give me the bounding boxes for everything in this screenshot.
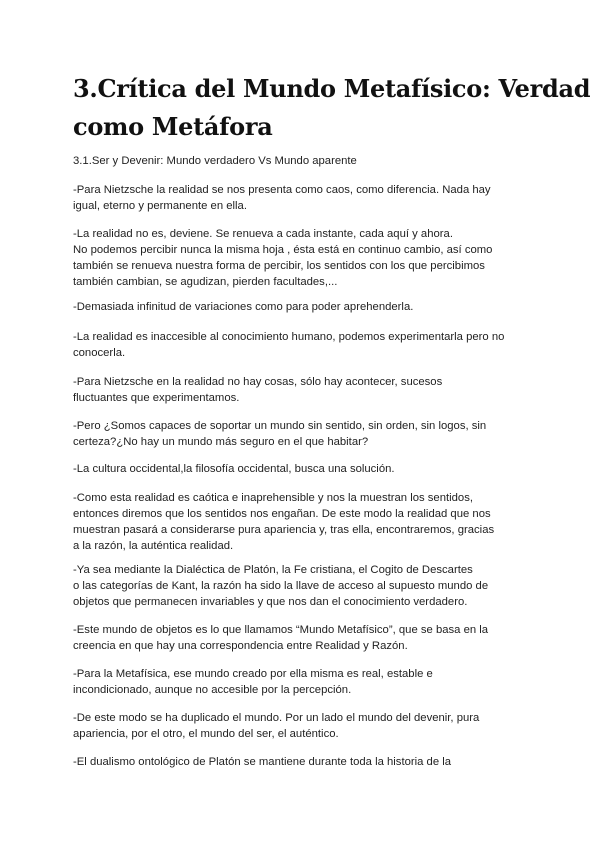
- text-line: objetos que permanecen invariables y que nos dan el conocimiento verdadero.: [73, 596, 468, 608]
- paragraph: [73, 418, 543, 450]
- text-line: -Para Nietzsche la realidad se nos presenta como caos, como diferencia. Nada hay: [73, 184, 491, 196]
- paragraph: [73, 461, 543, 477]
- text-line: a la razón, la auténtica realidad.: [73, 540, 234, 552]
- text-line: -Para la Metafísica, ese mundo creado por ella misma es real, estable e: [73, 668, 433, 680]
- text-line: entonces diremos que los sentidos nos engañan. De este modo la realidad que nos: [73, 508, 491, 520]
- paragraph: [73, 299, 543, 315]
- text-line: certeza?¿No hay un mundo más seguro en el que habitar?: [73, 436, 369, 448]
- text-line: conocerla.: [73, 347, 126, 359]
- text-line: también cambian, se agudizan, pierden facultades,...: [73, 276, 338, 288]
- paragraph: [73, 622, 543, 654]
- text-line: también se renueva nuestra forma de percibir, los sentidos con los que percibimos: [73, 260, 485, 272]
- title-line: 3.Crítica del Mundo Metafísico: Verdad: [73, 74, 591, 103]
- text-line: No podemos percibir nunca la misma hoja , ésta está en continuo cambio, así como: [73, 244, 493, 256]
- text-line: -La cultura occidental,la filosofía occidental, busca una solución.: [73, 463, 395, 475]
- paragraph: [73, 754, 543, 770]
- paragraph: [73, 182, 543, 214]
- paragraph: [73, 562, 543, 610]
- text-line: apariencia, por el otro, el mundo del ser, el auténtico.: [73, 728, 339, 740]
- paragraph: [73, 490, 543, 554]
- paragraph: [73, 710, 543, 742]
- text-line: -Este mundo de objetos es lo que llamamos “Mundo Metafísico”, que se basa en la: [73, 624, 489, 636]
- text-line: incondicionado, aunque no accesible por la percepción.: [73, 684, 352, 696]
- text-line: igual, eterno y permanente en ella.: [73, 200, 247, 212]
- paragraph: [73, 374, 543, 406]
- text-line: muestran pasará a considerarse pura apariencia y, tras ella, encontraremos, gracias: [73, 524, 495, 536]
- text-line: -Como esta realidad es caótica e inaprehensible y nos la muestran los sentidos,: [73, 492, 474, 504]
- text-line: -Para Nietzsche en la realidad no hay cosas, sólo hay acontecer, sucesos: [73, 376, 443, 388]
- text-line: creencia en que hay una correspondencia entre Realidad y Razón.: [73, 640, 408, 652]
- text-line: -La realidad es inaccesible al conocimiento humano, podemos experimentarla pero no: [73, 331, 505, 343]
- text-line: fluctuantes que experimentamos.: [73, 392, 240, 404]
- text-line: -El dualismo ontológico de Platón se mantiene durante toda la historia de la: [73, 756, 452, 768]
- text-line: -De este modo se ha duplicado el mundo. Por un lado el mundo del devenir, pura: [73, 712, 480, 724]
- paragraph: [73, 226, 543, 290]
- title-line: como Metáfora: [73, 112, 273, 141]
- text-line: -Pero ¿Somos capaces de soportar un mundo sin sentido, sin orden, sin logos, sin: [73, 420, 487, 432]
- paragraph: [73, 329, 543, 361]
- paragraph: [73, 666, 543, 698]
- text-line: o las categorías de Kant, la razón ha sido la llave de acceso al supuesto mundo de: [73, 580, 489, 592]
- text-line: -Ya sea mediante la Dialéctica de Platón, la Fe cristiana, el Cogito de Descartes: [73, 564, 473, 576]
- text-line: -Demasiada infinitud de variaciones como para poder aprehenderla.: [73, 301, 414, 313]
- section-subtitle: 3.1.Ser y Devenir: Mundo verdadero Vs Mundo aparente: [73, 155, 357, 167]
- page-title: [73, 70, 591, 146]
- text-line: -La realidad no es, deviene. Se renueva a cada instante, cada aquí y ahora.: [73, 228, 453, 240]
